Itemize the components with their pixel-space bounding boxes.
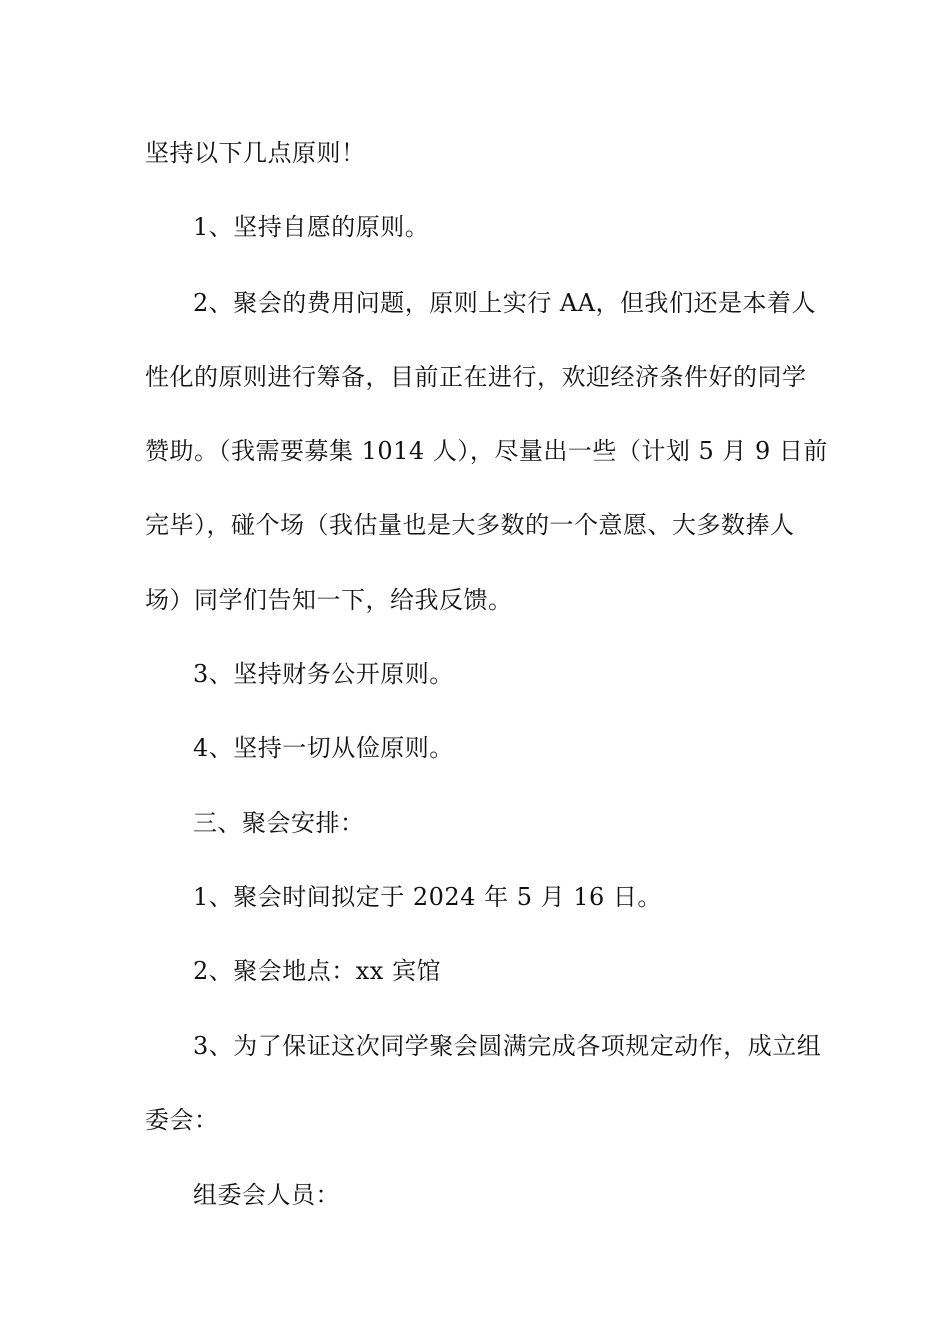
text-line: 性化的原则进行筹备，目前正在进行，欢迎经济条件好的同学: [145, 363, 807, 391]
text-line: 坚持以下几点原则！: [145, 139, 366, 167]
text-line: 委会：: [145, 1106, 219, 1134]
text-line: 1、聚会时间拟定于 2024 年 5 月 16 日。: [193, 883, 662, 911]
text-line: 3、为了保证这次同学聚会圆满完成各项规定动作，成立组: [193, 1032, 822, 1060]
text-line: 完毕），碰个场（我估量也是大多数的一个意愿、大多数捧人: [145, 511, 795, 539]
text-line: 赞助。（我需要募集 1014 人），尽量出一些（计划 5 月 9 日前: [145, 437, 828, 465]
text-line: 4、坚持一切从俭原则。: [193, 734, 454, 762]
text-line: 3、坚持财务公开原则。: [193, 660, 454, 688]
text-line: 2、聚会地点：xx 宾馆: [193, 957, 441, 985]
text-line: 1、坚持自愿的原则。: [193, 213, 430, 241]
text-line: 场）同学们告知一下，给我反馈。: [145, 586, 513, 614]
text-line: 2、聚会的费用问题，原则上实行 AA，但我们还是本着人: [193, 289, 817, 317]
text-line: 组委会人员：: [193, 1181, 340, 1209]
section-heading: 三、聚会安排：: [193, 809, 365, 837]
